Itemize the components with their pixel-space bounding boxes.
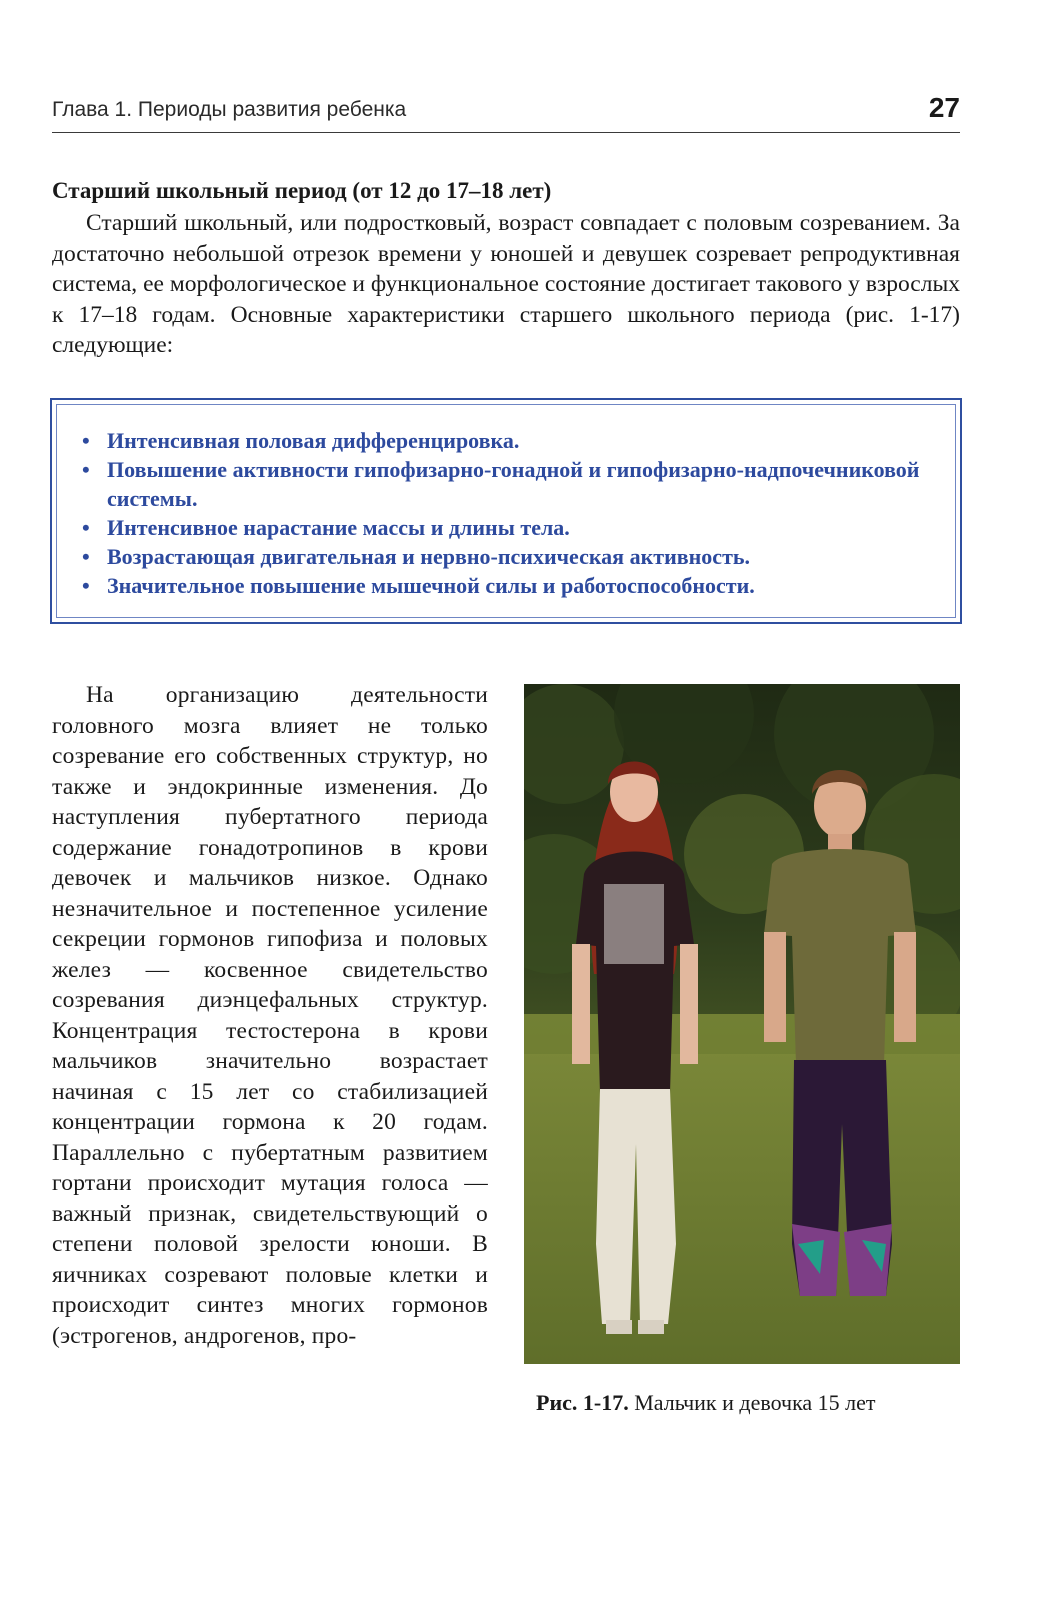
bullet-icon: •	[82, 544, 90, 569]
photo-boy-and-girl-illustration	[524, 684, 960, 1364]
bullet-icon: •	[82, 457, 90, 482]
bullet-icon: •	[82, 515, 90, 540]
section-title: Старший школьный период (от 12 до 17–18 лет)	[52, 178, 552, 203]
key-point-item	[80, 571, 930, 600]
figure-caption-text: Мальчик и девочка 15 лет	[634, 1390, 876, 1415]
figure-label: Рис. 1-17.	[536, 1390, 629, 1415]
figure-photo	[524, 684, 960, 1364]
key-point-text: Возрастающая двигательная и нервно-психическая активность.	[107, 544, 751, 569]
page-number: 27	[928, 92, 960, 123]
key-point-text: Повышение активности гипофизарно-гонадной и гипофизарно-надпочечниковой системы.	[107, 457, 920, 511]
key-point-item	[80, 426, 930, 455]
key-point-text: Интенсивное нарастание массы и длины тела.	[107, 515, 570, 540]
key-points-list	[80, 426, 930, 600]
key-points-box	[50, 398, 962, 624]
chapter-title: Глава 1. Периоды развития ребенка	[52, 98, 407, 121]
bullet-icon: •	[82, 573, 90, 598]
intro-paragraph: Старший школьный, или подростковый, возраст совпадает с половым созреванием. За достаточно небольшой отрезок времени у юношей и девушек созревает репродуктивная система, ее морфологическое и функциональное состояние достигает такового у взрослых к 17–18 годам. Основные характеристики старшего школьного периода (рис. 1-17) следующие:	[52, 210, 960, 358]
figure-caption	[536, 1390, 956, 1416]
key-point-item	[80, 513, 930, 542]
key-point-text: Интенсивная половая дифференцировка.	[107, 428, 520, 453]
body-paragraph: На организацию деятельности головного мозга влияет не только созревание его собственных структур, но также и эндокринные изменения. До наступления пубертатного периода содержание гонадотропинов в крови девочек и мальчиков низкое. Однако незначительное и постепенное усиление секреции гормонов гипофиза и половых желез — косвенное свидетельство созревания диэнцефальных структур. Концентрация тестостерона в крови мальчиков значительно возрастает начиная с 15 лет со стабилизацией концентрации гормона к 20 годам. Параллельно с пубертатным развитием гортани происходит мутация голоса — важный признак, свидетельствующий о степени половой зрелости юноши. В яичниках созревают половые клетки и происходит синтез многих гормонов (эстрогенов, андрогенов, про-	[52, 682, 488, 1349]
running-header	[52, 92, 960, 133]
bullet-icon: •	[82, 428, 90, 453]
key-point-item	[80, 542, 930, 571]
key-point-text: Значительное повышение мышечной силы и работоспособности.	[107, 573, 755, 598]
key-point-item	[80, 455, 930, 513]
